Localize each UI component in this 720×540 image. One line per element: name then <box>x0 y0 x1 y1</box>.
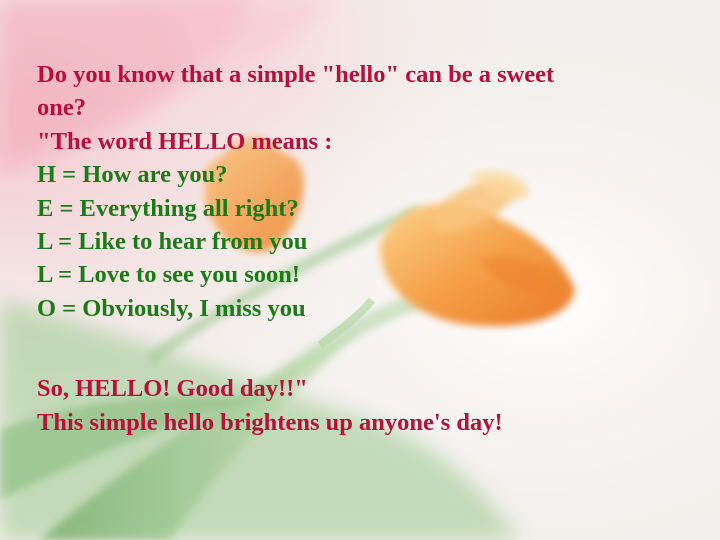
letter-o-line: O = Obviously, I miss you <box>37 294 306 322</box>
letter-l-line-1: L = Like to hear from you <box>37 228 308 256</box>
closing-line-2: This simple hello brightens up anyone's day! <box>37 408 503 436</box>
letter-h-line: H = How are you? <box>37 161 228 189</box>
intro-line-2: one? <box>37 94 86 122</box>
intro-line-1: Do you know that a simple "hello" can be a sweet <box>37 61 555 88</box>
spacer <box>37 325 677 372</box>
meaning-line: "The word HELLO means : <box>37 127 333 155</box>
message-text-block <box>37 58 677 439</box>
letter-l-line-2: L = Love to see you soon! <box>37 261 301 289</box>
letter-e-line: E = Everything all right? <box>37 194 299 222</box>
closing-line-1: So, HELLO! Good day!!" <box>37 375 308 403</box>
